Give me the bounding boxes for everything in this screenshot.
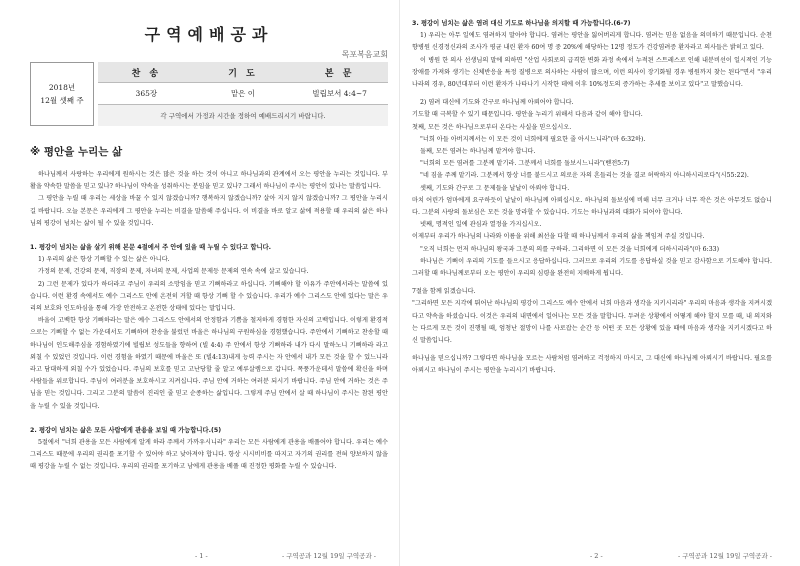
scripture-quote: "네 짐을 주께 맡기라. 그분께서 항상 너를 붙드시고 의로운 자의 흔들리는 것을 결코 허락하지 아니하시리로다"(시55:22).: [420, 172, 749, 180]
point-3-item: 이제부터 우리가 하나님의 나라와 이름을 위해 최선을 다할 때 하나님께서 우리의 삶을 책임져 주실 것입니다.: [412, 233, 705, 241]
document-title: 구역예배공과: [144, 25, 274, 44]
closing-heading: 7절을 함께 읽겠습니다.: [412, 288, 476, 296]
value-text: 빌립보서 4:4~7: [291, 83, 388, 104]
page-2: [400, 0, 800, 566]
page-number: - 2 -: [590, 552, 603, 560]
point-3-item: 첫째, 모든 것은 하나님으로부터 온다는 사실을 믿으십시오.: [412, 123, 572, 131]
point-1-item: 1) 우리의 삶은 항상 기뻐할 수 있는 삶은 아니다.: [38, 256, 170, 264]
point-3-heading: 3. 평강이 넘치는 삶은 염려 대신 기도로 하나님을 의지할 때 가능합니다.(6-7): [412, 20, 631, 27]
page-number: - 1 -: [195, 552, 208, 560]
intro-paragraph: 하나님께서 사랑하는 우리에게 원하시는 것은 많은 것을 하는 것이 아니고 하나님과의 관계에서 오는 평안을 누리는 것입니다. 부활을 약속한 말씀을 믿고 있나? 하나님이 약속을 성취하시는 분임을 믿고 있나? 그래서 하나님이 주시는 평안이 있나는 말씀입니다.: [30, 171, 388, 191]
scripture-quote: "너희의 모든 염려를 그분께 맡기라. 그분께서 너희를 돌보시느니라"(벧전5:7): [420, 160, 630, 168]
point-2-text: 5절에서 "너희 관용을 모든 사람에게 알게 하라 주께서 가까우시니라" 우리는 모든 사람에게 관용을 배풀어야 합니다. 우리는 예수 그리스도 때문에 우리의 권리를 포기할 수 있어야 하고 낮아져야 합니다. 항상 시시비비를 따지고 자기의 권리를 전혀 양보하지 않을 때 평강을 누릴 수 없는 것입니다. 우리의 권리를 포기하고 남에게 관용을 베풀 때 진정한 평화를 누릴 수 있습니다.: [30, 439, 388, 471]
point-1-item: 가정의 문제, 건강의 문제, 직장의 문제, 자녀의 문제, 사업의 문제등 문제의 연속 속에 살고 있습니다.: [38, 268, 309, 276]
scripture-quote: "너희 아들 아버지께서는 이 모든 것이 너희에게 필요한 줄 아시느니라"(마 6:32하).: [420, 135, 646, 143]
header-text: 본 문: [291, 62, 388, 83]
point-1-heading: 1. 평강이 넘치는 삶을 살기 위해 본문 4절에서 주 안에 있을 때 누릴 수 있다고 합니다.: [30, 244, 272, 252]
table-note: 각 구역에서 가정과 시간을 정하여 예배드리시기 바랍니다.: [98, 105, 388, 126]
worship-info-header: [30, 62, 388, 126]
point-3-item: 하나님은 기뻐이 우리의 기도를 들으시고 응답하십니다. 그러므로 우리의 기도를 응답하실 것을 믿고 감사함으로 기도해야 합니다. 그러할 때 하나님께로부터 오는 평안이 우리의 심령을 완전히 지배하게 됩니다.: [412, 257, 772, 278]
church-name: 목포복음교회: [341, 50, 388, 59]
header-prayer: 기 도: [195, 62, 292, 83]
point-3-item: 이 병원 한 의사 선생님의 말에 의하면 "산업 사회로의 급격한 변화 과정 속에서 누적된 스트레스로 인해 내분비선이 일시적인 기능장애를 가져와 생기는 신체반응을 특정 질병으로 의사하는 사람이 많으며, 이런 의사이 장기화될 경우 병원까지 찾는 된다"면서 "우리나라의 경우, 80년대부터 이런 환자가 나타나기 시작한 데에 이후 10%정도의 증가하는 추세를 보이고 있다"고 말했습니다.: [412, 56, 772, 89]
header-hymn: 찬 송: [98, 62, 195, 83]
table-header-row: [98, 62, 388, 83]
footer-label: - 구역공과 12월 19일 구역공과 -: [677, 552, 772, 560]
point-2-heading: 2. 평강이 넘치는 삶은 모든 사람에게 관용을 보일 때 가능합니다.(5): [30, 426, 222, 434]
point-3-item: 넷째, 명적인 일에 관심과 열정을 가지십시오.: [420, 221, 542, 229]
point-3-item: 둘째, 모든 염려는 하나님께 맡겨야 합니다.: [420, 148, 536, 156]
point-1-item: 2) 그런 문제가 있다가 하더라고 주님이 우리의 소망임을 믿고 기뻐하라고 하십니다. 기뻐해야 할 이유가 주안에서라는 말씀에 있습니다. 이런 환경 속에서도 예수 그리스도 안에 온전히 거할 때 항상 기뻐 할 수 있습니다. 우리가 예수 그리스도 안에 있다는 말은 우리의 보호와 인도하심을 통해 가장 안전하고 온전한 상태에 있다는 말입니다.: [30, 280, 388, 313]
closing-paragraph: 하나님을 믿으십니까? 그렇다면 하나님을 모르는 사람처럼 염려하고 걱정하지 마시고, 그 대신에 하나님께 아뢰시기 바랍니다. 필요를 아뢰시고 하나님이 주시는 평안을 누리시기 바랍니다.: [412, 355, 772, 375]
point-3-item: 2) 염려 대신에 기도와 간구로 하나님께 아뢰어야 합니다.: [420, 99, 574, 107]
closing-paragraph: "그리하면 모든 지각에 뛰어난 하나님의 평강이 그리스도 예수 안에서 너희 마음과 생각을 지키시리라" 우리의 마음과 생각을 지켜시겠다고 약속을 하셨습니다. 이것은 우리의 내면에서 일어나는 모든 것을 말합니다. 두려운 상황에서 어떻게 해야 할지 모를 때, 내 의지와는 다르게 모든 것이 진행될 때, 엄청난 절망이 나를 사로잡는 순간 등 어떤 곳 모든 상황에 있을 때에 마음과 생각을 지키시겠다고 하신 말씀입니다.: [412, 300, 772, 345]
scripture-quote: "오직 너희는 먼저 하나님의 왕국과 그분의 의를 구하라. 그리하면 이 모든 것을 너희에게 더하시리라"(마 6:33): [420, 245, 719, 253]
footer-label: - 구역공과 12월 19일 구역공과 -: [281, 552, 376, 560]
intro-paragraph: 그 평안을 누릴 때 우리는 세상을 바꿀 수 있지 않겠습니까? 행복하지 않겠습니까? 살아 지지 않지 않겠습니까? 그 평안을 누리시길 바랍니다. 오늘 본문은 우리에게 그 평안을 누리는 비결을 말씀해 주십니다. 이 비결을 바로 알고 삶에 적용할 때 우리의 삶은 하나님의 평강이 넘치는 삶이 될 수 있을 것입니다.: [30, 195, 388, 227]
section-title: ※ 평안을 누리는 삶: [30, 146, 123, 158]
point-3-item: 기도할 때 극복할 수 있기 때문입니다. 평안을 누리기 위해서 다음과 같이 해야 합니다.: [412, 111, 643, 119]
point-3-item: 마치 어린가 엄마에게 요구하듯이 날날이 하나님께 아뢰십시오. 하나님의 돌보심에 비해 너무 크거나 너무 작은 것은 아무것도 없습니다. 그분의 사랑의 돌보심은 모든 것을 망라할 수 있습니다. 기도는 하나님과의 대화가 되어야 합니다.: [412, 196, 772, 217]
worship-info-table: [98, 62, 388, 126]
date-box: [30, 62, 94, 126]
point-3-item: 1) 우리는 아무 일에도 염려하지 말아야 합니다. 염려는 평안을 잃어버리게 합니다. 염려는 믿음 없음을 의미하기 때문입니다. 순천향병원 신경정신과의 조사가 평균 내린 환자 60여 명 중 20%에 해당하는 12명 정도가 건강염려증 환자라고 의사들은 밝히고 있다.: [412, 32, 772, 52]
table-value-row: [98, 83, 388, 104]
date-year: 2018년: [48, 83, 76, 92]
value-prayer: 맡은 이: [195, 83, 292, 104]
point-1-item: 바울이 고백한 항상 기뻐하라는 말은 예수 그리스도 안에서의 안정함과 기쁨을 철저하게 경험한 자신의 고백입니다. 이렇게 환경적으로는 기뻐할 수 없는 가운데서도 기뻐하며 찬송을 불렀던 바울은 하나님의 구원하심을 경험했습니다. 주안에서 기뻐하고 찬송할 때 하나님이 인도해주심을 경험하였기에 빌립보 성도들을 향하여 (빌 4:4) 주 안에서 항상 기뻐하라 내가 다시 말하노니 기뻐하라 라고 외칠 수 있었던 것입니다. 이런 경험을 하였기 때문에 바울은 또 (빌4:13)내게 능력 주시는 자 안에서 내가 모든 것을 할 수 있느니라 라고 담대하게 외칠 수가 있었습니다. 주님의 보호를 믿고 고난당할 줄 알고 예루살렘으로 갑니다. 폭풍가운데서 말씀에 확신을 하며 사람들을 위로합니다. 주님이 여러분을 보호하시고 지켜십니다. 주님 안에 거하는 여러분 되시기 바랍니다. 주님 안에 거하는 것은 주님을 믿는 것입니다. 그리고 그분의 말씀이 진리인 줄 믿고 순종하는 삶입니다. 그렇게 주님 안에서 살 때 하나님이 주시는 참된 평안을 누릴 수 있을 것입니다.: [30, 317, 388, 410]
value-hymn: 365장: [98, 83, 195, 104]
point-3-item: 셋째, 기도와 간구로 그 문제들을 날날이 아뢰야 합니다.: [420, 184, 570, 192]
date-week: 12월 셋째 주: [40, 96, 84, 105]
